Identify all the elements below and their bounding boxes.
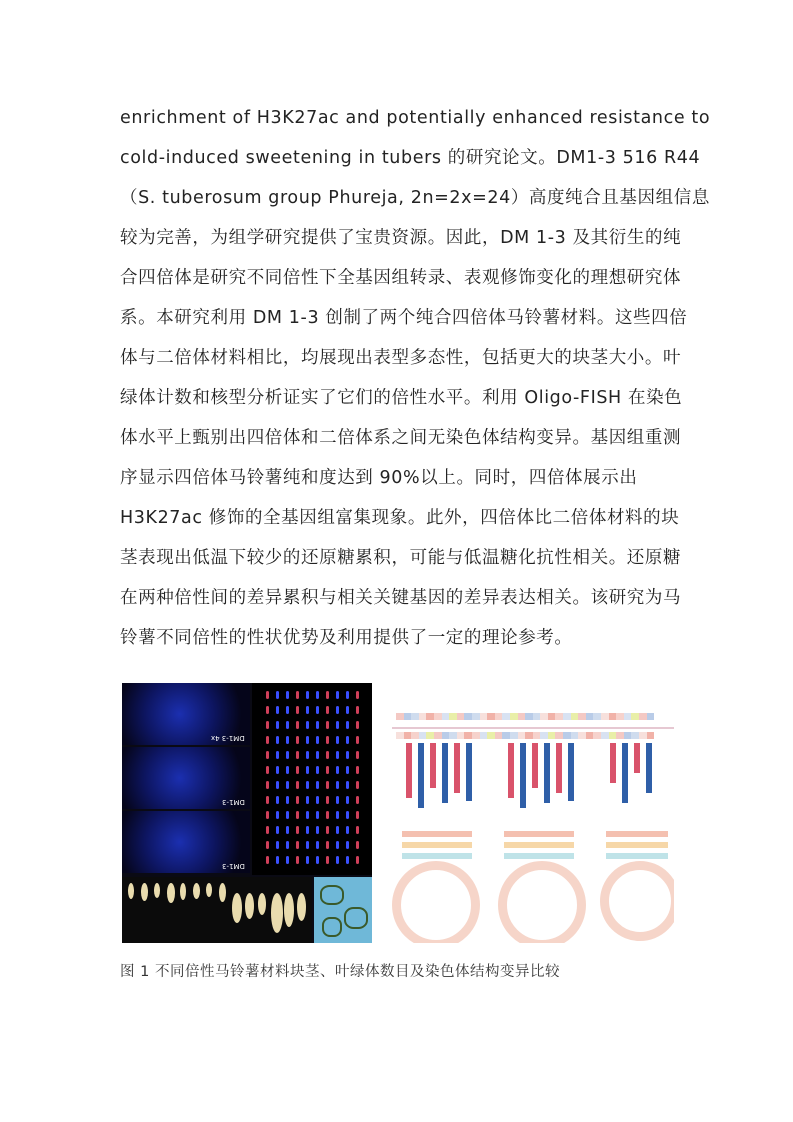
chromosome-mark [326,796,329,804]
chromosome-mark [276,796,279,804]
chromosome-mark [346,841,349,849]
chromosome-mark [296,766,299,774]
chromosome-mark [326,691,329,699]
heatmap-cell [555,713,563,720]
tuber-mark [193,883,200,899]
heatmap-cell [472,713,480,720]
text-line: 体水平上甄别出四倍体和二倍体系之间无染色体结构变异。基因组重测 [120,428,682,448]
tuber-mark [284,893,294,927]
chromosome-mark [306,796,309,804]
chromosome-mark [296,706,299,714]
chromosome-mark [266,841,269,849]
heatmap-cell [487,713,495,720]
heatmap-cell [555,732,563,739]
bar-mark [508,743,514,798]
chromosome-mark [266,721,269,729]
heatmap-cell [510,713,518,720]
heatmap-cell [442,713,450,720]
chromosome-mark [286,841,289,849]
heatmap-cell [426,732,434,739]
chromosome-mark [346,706,349,714]
heatmap-cell [540,713,548,720]
text-line: enrichment of H3K27ac and potentially enhanced resistance to [120,108,711,128]
body-paragraph [120,98,711,658]
chromosome-mark [276,706,279,714]
heatmap-cell [639,732,647,739]
chromosome-mark [326,856,329,864]
heatmap-cell [457,713,465,720]
bar-mark [568,743,574,801]
heatmap-cell [586,732,594,739]
bar-mark [556,743,562,793]
heatmap-cell [563,713,571,720]
chromosome-mark [266,781,269,789]
chromosome-mark [266,691,269,699]
heatmap-cell [609,732,617,739]
chromosome-mark [286,721,289,729]
heatmap-cell [578,732,586,739]
chromosome-mark [336,811,339,819]
heatmap-cell [616,732,624,739]
chromosome-mark [306,751,309,759]
heatmap-cell [502,713,510,720]
chromosome-mark [276,736,279,744]
tuber-mark [167,883,175,903]
chromosome-mark [326,736,329,744]
chromosome-mark [306,856,309,864]
text-line: 体与二倍体材料相比，均展现出表型多态性，包括更大的块茎大小。叶 [120,348,682,368]
chromosome-mark [336,721,339,729]
chromosome-mark [316,766,319,774]
figure-1 [122,683,674,943]
fish-image-label: DM1-3 [222,862,245,870]
chromosome-mark [336,856,339,864]
chromosome-mark [326,706,329,714]
chromosome-mark [356,706,359,714]
tuber-mark [232,893,242,923]
legend-block [504,831,574,865]
heatmap-divider [392,727,674,729]
heatmap-cell [449,732,457,739]
chromosome-mark [336,691,339,699]
chromosome-mark [276,826,279,834]
bar-mark [532,743,538,788]
heatmap-cell [502,732,510,739]
heatmap-cell [426,713,434,720]
chromosome-mark [296,811,299,819]
chromosome-mark [356,796,359,804]
radial-plot [600,861,674,941]
tuber-mark [297,893,306,921]
chromosome-mark [306,706,309,714]
heatmap-cell [593,713,601,720]
heatmap-cell [639,713,647,720]
figure-right-panel [378,683,674,943]
text-line: 系。本研究利用 DM 1-3 创制了两个纯合四倍体马铃薯材料。这些四倍 [120,308,688,328]
chromosome-mark [346,811,349,819]
chromosome-mark [306,841,309,849]
chromosome-mark [356,841,359,849]
legend-block [402,831,472,865]
heatmap-cell [396,732,404,739]
chromosome-mark [336,781,339,789]
chromosome-mark [286,796,289,804]
heatmap-cell [548,732,556,739]
chromosome-mark [356,781,359,789]
fish-image [122,683,250,745]
chromosome-mark [326,841,329,849]
text-line: cold-induced sweetening in tubers 的研究论文。DM1-3 516 R44 [120,148,701,168]
fish-image [122,811,250,873]
heatmap-cell [480,713,488,720]
chromosome-mark [336,841,339,849]
heatmap-cell [464,713,472,720]
chromosome-mark [356,691,359,699]
chromosome-mark [306,826,309,834]
chromosome-mark [336,826,339,834]
heatmap-cell [518,713,526,720]
chromosome-mark [336,766,339,774]
heatmap-cell [487,732,495,739]
chromosome-mark [276,766,279,774]
bar-mark [466,743,472,801]
heatmap-cell [616,713,624,720]
chromosome-mark [316,751,319,759]
heatmap-cell [404,732,412,739]
chromosome-mark [276,691,279,699]
bar-mark [610,743,616,783]
heatmap-cell [434,732,442,739]
chromosome-mark [356,856,359,864]
tuber-mark [128,883,134,899]
chromosome-mark [296,721,299,729]
text-line: 绿体计数和核型分析证实了它们的倍性水平。利用 Oligo-FISH 在染色 [120,388,683,408]
heatmap-cell [624,732,632,739]
chromosome-mark [346,781,349,789]
chromosome-mark [276,811,279,819]
heatmap-cell [647,713,655,720]
text-line: 在两种倍性间的差异累积与相关关键基因的差异表达相关。该研究为马 [120,588,682,608]
chromosome-mark [346,691,349,699]
heatmap-cell [495,732,503,739]
heatmap-cell [419,713,427,720]
heatmap-cell [449,713,457,720]
text-line: 茎表现出低温下较少的还原糖累积，可能与低温糖化抗性相关。还原糖 [120,548,682,568]
heatmap-cell [396,713,404,720]
bar-mark [430,743,436,788]
heatmap-cell [434,713,442,720]
chromosome-mark [306,811,309,819]
chromosome-mark [316,781,319,789]
chromosome-mark [286,826,289,834]
heatmap-cell [457,732,465,739]
chromosome-mark [326,721,329,729]
chromosome-mark [276,841,279,849]
heatmap-cell [624,713,632,720]
chromosome-mark [346,721,349,729]
chromosome-mark [316,856,319,864]
chromosome-mark [316,826,319,834]
chromosome-mark [296,796,299,804]
chromosome-mark [266,826,269,834]
chromosome-mark [296,691,299,699]
chromosome-mark [346,826,349,834]
text-line: 铃薯不同倍性的性状优势及利用提供了一定的理论参考。 [120,628,573,648]
chromosome-mark [356,751,359,759]
heatmap-cell [571,732,579,739]
heatmap-cell [647,732,655,739]
chromosome-mark [356,736,359,744]
chromosome-mark [266,811,269,819]
chromosome-mark [306,736,309,744]
tuber-mark [141,883,148,901]
tuber-mark [154,883,160,898]
chromosome-mark [326,826,329,834]
tuber-mark [258,893,266,915]
heatmap-cell [442,732,450,739]
heatmap-cell [578,713,586,720]
chromosome-mark [276,781,279,789]
chromosome-mark [316,706,319,714]
tuber-mark [206,883,212,897]
fish-image-label: DM1-3 4x [211,734,245,742]
heatmap-cell [525,713,533,720]
bar-mark [442,743,448,803]
heatmap-cell [540,732,548,739]
chromosome-mark [356,721,359,729]
heatmap-image [396,705,654,719]
heatmap-cell [419,732,427,739]
chromosome-mark [346,796,349,804]
bar-chart-image [402,743,482,813]
fish-image-label: DM1-3 [222,798,245,806]
heatmap-cell [571,713,579,720]
chromosome-mark [286,751,289,759]
chromosome-mark [296,751,299,759]
heatmap-cell [631,732,639,739]
text-line: 合四倍体是研究不同倍性下全基因组转录、表观修饰变化的理想研究体 [120,268,682,288]
heatmap-cell [472,732,480,739]
chloroplast-cell-image [314,877,372,943]
chromosome-mark [266,751,269,759]
chromosome-mark [346,751,349,759]
heatmap-cell [593,732,601,739]
heatmap-cell [518,732,526,739]
radial-plot [498,861,586,943]
radial-plot [392,861,480,943]
bar-mark [418,743,424,808]
chromosome-mark [286,706,289,714]
text-line: 较为完善，为组学研究提供了宝贵资源。因此，DM 1-3 及其衍生的纯 [120,228,682,248]
chromosome-mark [346,736,349,744]
heatmap-cell [563,732,571,739]
tuber-photo [122,877,312,943]
bar-chart-image [606,743,668,813]
chromosome-mark [306,691,309,699]
heatmap-cell [533,732,541,739]
chromosome-mark [306,721,309,729]
chromosome-mark [316,796,319,804]
heatmap-cell [586,713,594,720]
chromosome-mark [266,736,269,744]
heatmap-cell [510,732,518,739]
figure-caption: 图 1 不同倍性马铃薯材料块茎、叶绿体数目及染色体结构变异比较 [120,964,560,980]
fish-image [122,747,250,809]
chromosome-mark [316,811,319,819]
chromosome-mark [306,781,309,789]
bar-mark [544,743,550,803]
bar-mark [634,743,640,773]
chromosome-mark [316,736,319,744]
heatmap-cell [631,713,639,720]
bar-chart-image [504,743,584,813]
chromosome-mark [286,811,289,819]
heatmap-cell [525,732,533,739]
chromosome-mark [276,856,279,864]
heatmap-cell [548,713,556,720]
tuber-mark [219,883,226,902]
heatmap-cell [495,713,503,720]
chromosome-mark [266,796,269,804]
chromosome-mark [286,856,289,864]
text-line: （S. tuberosum group Phureja, 2n=2x=24）高度纯合且基因组信息 [120,188,710,208]
heatmap-cell [609,713,617,720]
chromosome-mark [286,766,289,774]
chromosome-mark [336,706,339,714]
heatmap-cell [464,732,472,739]
chromosome-mark [356,766,359,774]
text-line: 序显示四倍体马铃薯纯和度达到 90%以上。同时，四倍体展示出 [120,468,638,488]
heatmap-cell [411,713,419,720]
chromosome-mark [286,691,289,699]
chromosome-mark [336,751,339,759]
text-line: H3K27ac 修饰的全基因组富集现象。此外，四倍体比二倍体材料的块 [120,508,680,528]
chromosome-mark [326,751,329,759]
chromosome-mark [336,796,339,804]
figure-left-panel [122,683,372,943]
chromosome-mark [296,841,299,849]
chromosome-mark [326,781,329,789]
chromosome-mark [326,811,329,819]
legend-block [606,831,668,865]
tuber-mark [180,883,186,900]
bar-mark [406,743,412,798]
chromosome-mark [266,856,269,864]
chromosome-mark [326,766,329,774]
tuber-mark [271,893,283,933]
chromosome-mark [296,736,299,744]
chromosome-mark [266,706,269,714]
chromosome-mark [266,766,269,774]
chromosome-mark [356,826,359,834]
bar-mark [622,743,628,803]
heatmap-cell [601,713,609,720]
chromosome-mark [276,721,279,729]
chromosome-mark [356,811,359,819]
chromosome-mark [296,826,299,834]
bar-mark [646,743,652,793]
chromosome-mark [286,736,289,744]
chromosome-mark [276,751,279,759]
heatmap-cell [480,732,488,739]
chromosome-mark [286,781,289,789]
chromosome-mark [316,721,319,729]
heatmap-cell [411,732,419,739]
chromosome-mark [346,856,349,864]
chromosome-mark [316,841,319,849]
karyotype-image [252,683,372,875]
chromosome-mark [346,766,349,774]
chromosome-mark [296,856,299,864]
heatmap-cell [404,713,412,720]
chromosome-mark [296,781,299,789]
bar-mark [520,743,526,808]
heatmap-cell [533,713,541,720]
chromosome-mark [316,691,319,699]
tuber-mark [245,893,254,919]
bar-mark [454,743,460,793]
chromosome-mark [336,736,339,744]
heatmap-cell [601,732,609,739]
chromosome-mark [306,766,309,774]
